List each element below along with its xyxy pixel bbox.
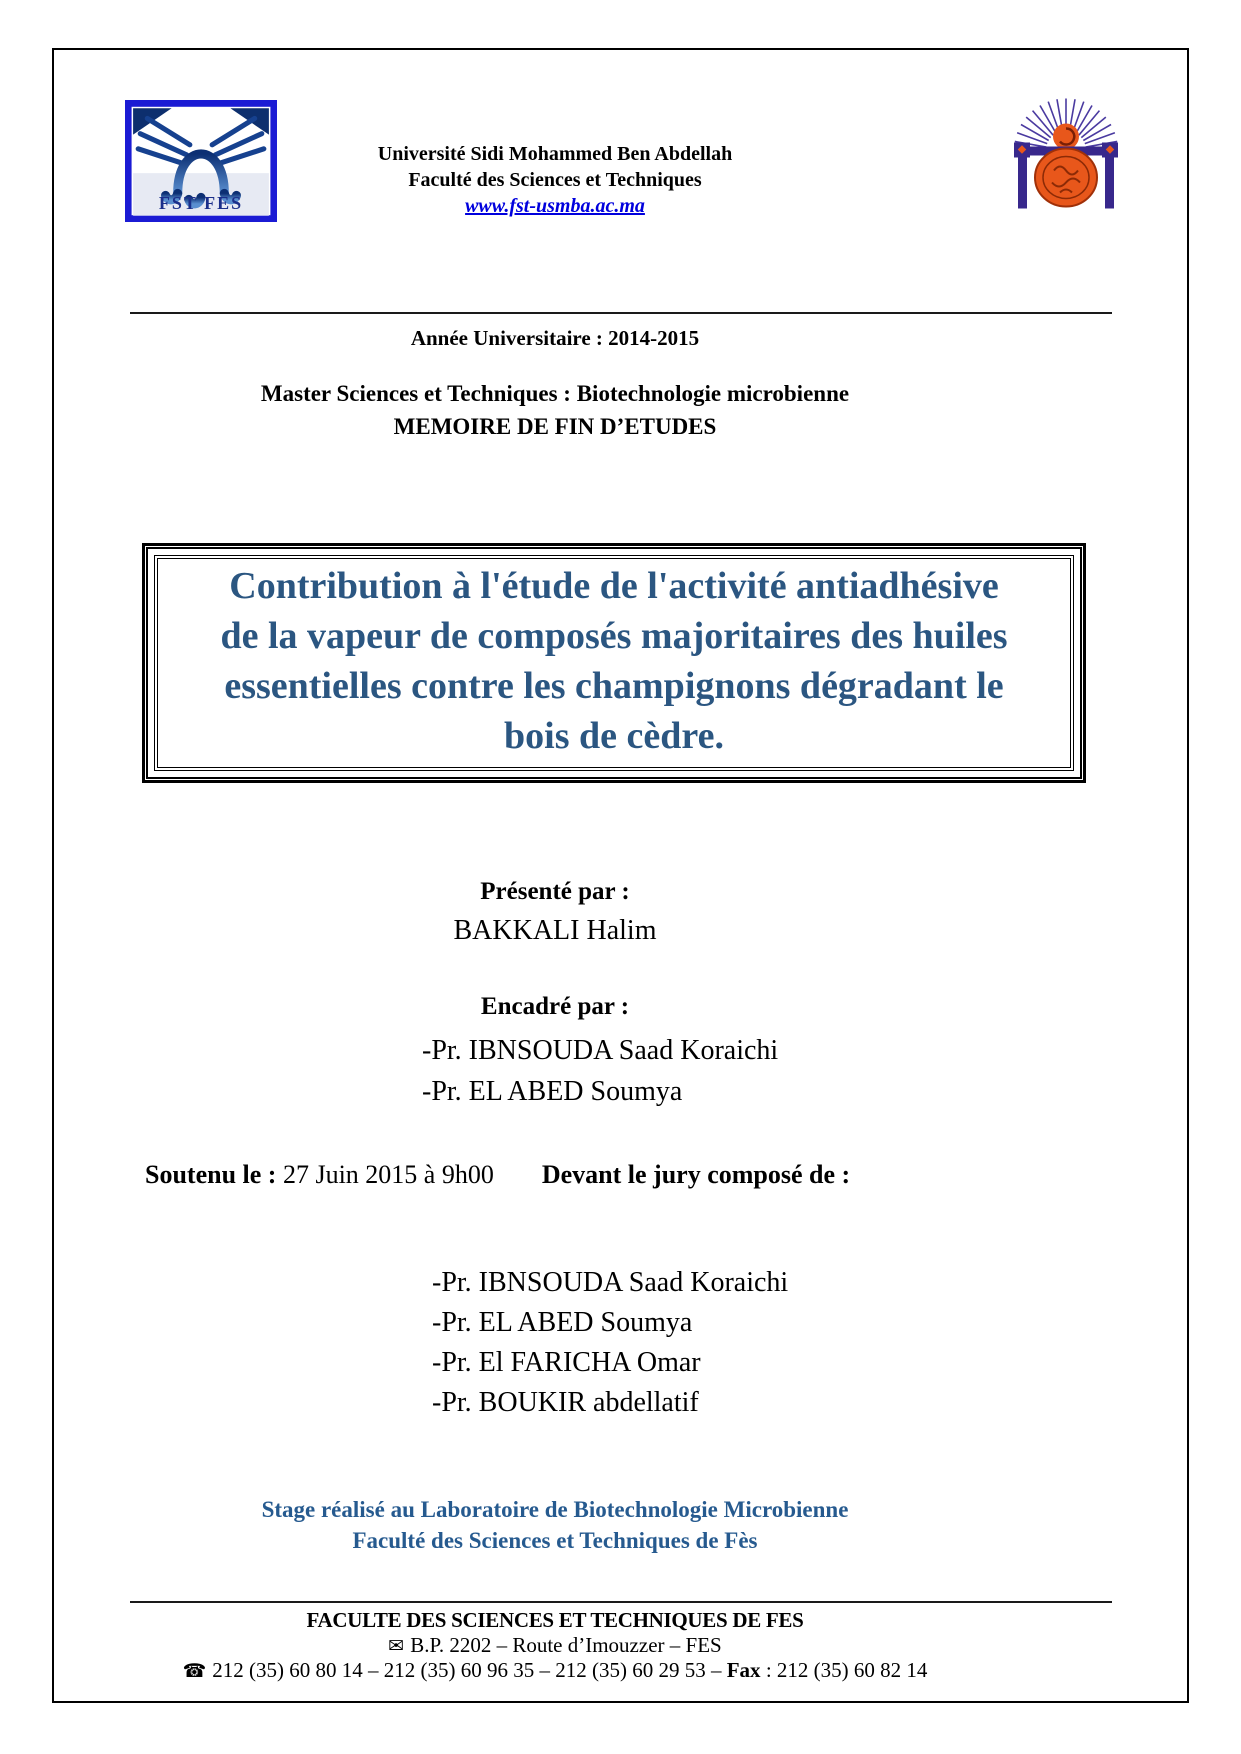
supervisor-name: -Pr. IBNSOUDA Saad Koraichi xyxy=(422,1035,779,1066)
author-name: BAKKALI Halim xyxy=(453,915,657,946)
usmba-university-logo xyxy=(1006,84,1126,210)
footer-address-line xyxy=(130,1633,980,1658)
jury-member: -Pr. IBNSOUDA Saad Koraichi xyxy=(432,1267,789,1298)
faculty-name: Faculté des Sciences et Techniques xyxy=(408,169,702,191)
fst-logo-text: FST FES xyxy=(158,193,244,213)
footer-address: B.P. 2202 – Route d’Imouzzer – FES xyxy=(410,1633,722,1657)
document-type: MEMOIRE DE FIN D’ETUDES xyxy=(393,414,717,439)
supervisor-name: -Pr. EL ABED Soumya xyxy=(422,1076,683,1107)
defense-row xyxy=(145,1160,850,1190)
website-link[interactable]: www.fst-usmba.ac.ma xyxy=(465,195,645,217)
header-divider xyxy=(130,312,1112,314)
thesis-title-line: Contribution à l'étude de l'activité antiadhésive xyxy=(229,565,999,607)
thesis-title-line: essentielles contre les champignons dégradant le xyxy=(224,665,1004,707)
thesis-title-line: bois de cèdre. xyxy=(504,715,724,757)
defense-datetime: 27 Juin 2015 à 9h00 xyxy=(276,1160,494,1189)
title-box-mid-border xyxy=(146,547,1082,779)
fax-label: Fax xyxy=(726,1658,761,1682)
university-name: Université Sidi Mohammed Ben Abdellah xyxy=(377,143,733,165)
usmba-logo-graphic xyxy=(1006,84,1126,210)
supervisor-list xyxy=(422,1030,778,1112)
header xyxy=(130,141,980,219)
jury-member: -Pr. BOUKIR abdellatif xyxy=(432,1387,699,1418)
thesis-title-line: de la vapeur de composés majoritaires des huiles xyxy=(220,615,1008,657)
internship-line: Faculté des Sciences et Techniques de Fès xyxy=(352,1528,758,1553)
internship-line: Stage réalisé au Laboratoire de Biotechnologie Microbienne xyxy=(261,1497,849,1522)
mail-icon: ✉ xyxy=(388,1635,405,1657)
jury-list xyxy=(432,1263,788,1423)
jury-member: -Pr. EL ABED Soumya xyxy=(432,1307,693,1338)
footer-phones: 212 (35) 60 80 14 – 212 (35) 60 96 35 – 212 (35) 60 29 53 – xyxy=(212,1658,727,1682)
footer-divider xyxy=(130,1601,1112,1603)
supervised-by-label: Encadré par : xyxy=(480,993,630,1020)
title-box-inner-border xyxy=(154,555,1074,771)
presented-by-label: Présenté par : xyxy=(480,878,630,905)
fax-number: : 212 (35) 60 82 14 xyxy=(760,1658,928,1682)
thesis-title-box xyxy=(142,543,1086,783)
jury-member: -Pr. El FARICHA Omar xyxy=(432,1347,701,1378)
academic-year: Année Universitaire : 2014-2015 xyxy=(410,326,700,350)
program-name: Master Sciences et Techniques : Biotechnologie microbienne xyxy=(260,381,850,406)
internship-note xyxy=(130,1494,980,1556)
jury-heading: Devant le jury composé de : xyxy=(541,1160,851,1189)
footer-phone-line xyxy=(130,1658,980,1683)
defense-date-label: Soutenu le : xyxy=(145,1160,277,1189)
page-border-frame xyxy=(52,48,1189,1703)
footer-faculty-name: FACULTE DES SCIENCES ET TECHNIQUES DE FES xyxy=(306,1608,804,1632)
program-block xyxy=(130,377,980,443)
phone-icon: ☎ xyxy=(182,1660,207,1682)
